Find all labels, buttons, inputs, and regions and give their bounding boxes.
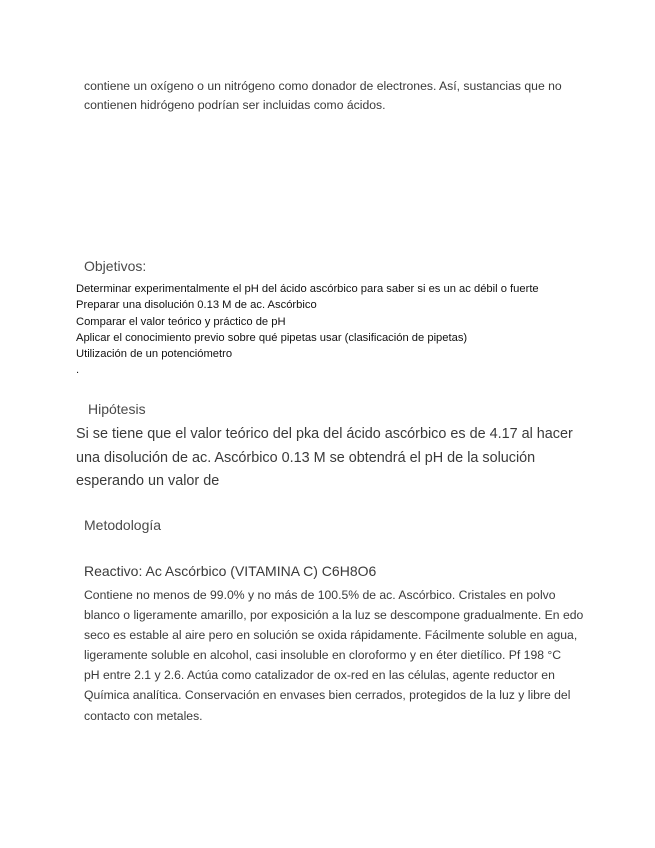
reactivo-description <box>84 585 584 726</box>
objetivo-item: Comparar el valor teórico y práctico de pH <box>76 315 286 328</box>
objetivos-heading: Objetivos: <box>84 258 147 274</box>
reactivo-paragraph-1: Contiene no menos de 99.0% y no más de 100.5% de ac. Ascórbico. Cristales en polvo blanco o ligeramente amarillo, por exposición a la luz se descompone gradualmente. En edo seco es estable al aire pero en solución se oxida rápidamente. Fácilmente soluble en agua, ligeramente soluble en alcohol, casi insoluble en cloroformo y en éter dietílico. Pf 198 °C <box>84 588 584 663</box>
objetivo-item: Utilización de un potenciómetro <box>76 348 233 361</box>
intro-paragraph <box>84 77 584 115</box>
objetivo-item: . <box>76 364 80 377</box>
objetivo-item: Aplicar el conocimiento previo sobre qué pipetas usar (clasificación de pipetas) <box>76 331 468 344</box>
objetivos-list <box>76 281 636 379</box>
intro-line-1: contiene un oxígeno o un nitrógeno como donador de electrones. Así, sustancias que no <box>84 79 562 93</box>
reactivo-heading: Reactivo: Ac Ascórbico (VITAMINA C) C6H8O6 <box>84 563 377 579</box>
metodologia-heading: Metodología <box>84 517 162 533</box>
hipotesis-paragraph: Si se tiene que el valor teórico del pka del ácido ascórbico es de 4.17 al hacer una disolución de ac. Ascórbico 0.13 M se obtendrá el pH de la solución esperando un valor de <box>76 426 573 489</box>
intro-line-2: contienen hidrógeno podrían ser incluidas como ácidos. <box>84 98 386 112</box>
objetivo-item: Preparar una disolución 0.13 M de ac. Ascórbico <box>76 299 317 312</box>
objetivo-item: Determinar experimentalmente el pH del ácido ascórbico para saber si es un ac débil o fuerte <box>76 283 539 295</box>
hipotesis-heading: Hipótesis <box>88 401 146 417</box>
reactivo-paragraph-2: pH entre 2.1 y 2.6. Actúa como catalizador de ox-red en las células, agente reductor en Química analítica. Conservación en envases bien cerrados, protegidos de la luz y libre del contacto con metales. <box>84 668 571 723</box>
